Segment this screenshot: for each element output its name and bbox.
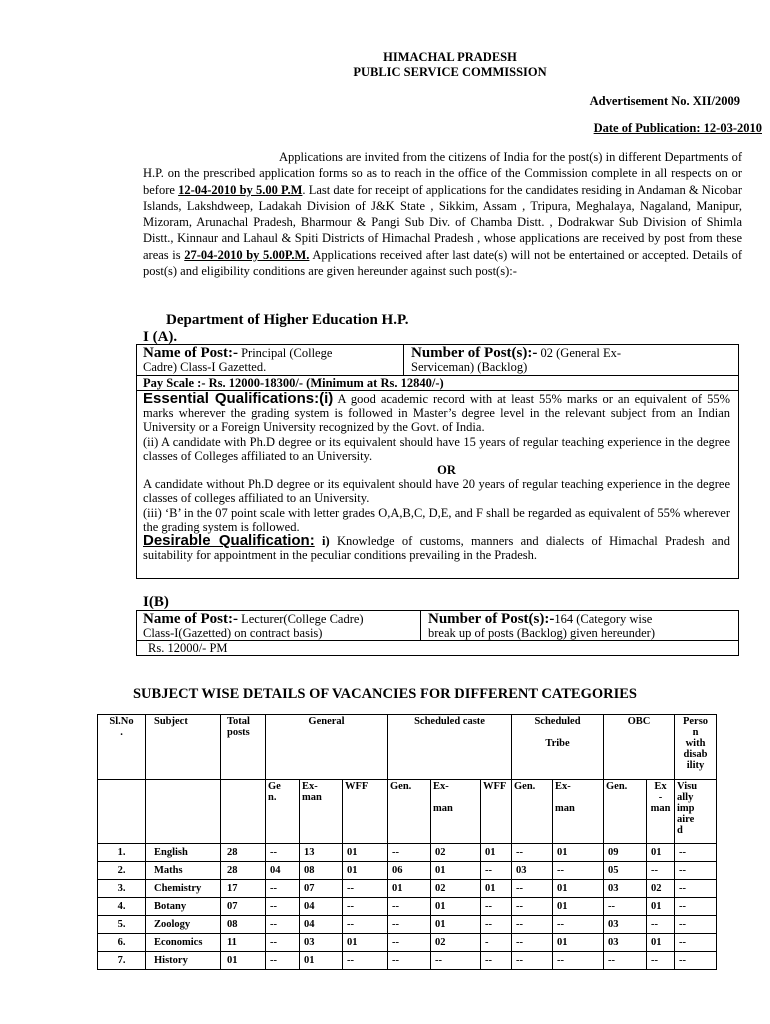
cell-gen-wff: 01 [343, 934, 388, 952]
cell-st-ex: -- [553, 862, 604, 880]
cell-st-gen: -- [512, 916, 553, 934]
vacancy-table-body [98, 844, 717, 970]
section-ib-label: I(B) [143, 594, 169, 610]
cell-sc-gen: -- [388, 916, 431, 934]
cell-gen-gen: 04 [266, 862, 300, 880]
vacancy-heading: SUBJECT WISE DETAILS OF VACANCIES FOR DIFFERENT CATEGORIES [132, 686, 637, 702]
essential-qualifications-label: Essential Qualifications:(i) [143, 390, 334, 407]
table-subheader-row [98, 780, 717, 844]
cell-sc-gen: -- [388, 898, 431, 916]
header-st-2: Tribe [545, 738, 570, 749]
cell-gen-gen: -- [266, 952, 300, 970]
cell-subject: Zoology [146, 916, 221, 934]
cell-st-ex: 01 [553, 898, 604, 916]
table-row [98, 898, 717, 916]
sub-obc-ex-3: man [650, 803, 671, 814]
cell-subject: History [146, 952, 221, 970]
sub-pwd-1: Visu [677, 781, 698, 792]
cell-st-gen: 03 [512, 862, 553, 880]
table-header-row [98, 715, 717, 780]
cell-gen-ex: 04 [300, 898, 343, 916]
cell-total: 11 [221, 934, 266, 952]
section-ia-label: I (A). [143, 329, 178, 345]
advertisement-number: Advertisement No. XII/2009 [589, 94, 740, 108]
cell-gen-wff: -- [343, 916, 388, 934]
remote-closing-date: 27-04-2010 by 5.00P.M. [184, 247, 310, 262]
header-st-1: Scheduled [534, 716, 581, 727]
cell-st-ex: -- [553, 916, 604, 934]
header-pwd [675, 715, 717, 780]
sub-sc-ex-2: man [433, 803, 453, 814]
cell-total: 28 [221, 862, 266, 880]
cell-total: 08 [221, 916, 266, 934]
cell-sc-gen: -- [388, 952, 431, 970]
sub-obc-ex-2: - [658, 792, 663, 803]
ib-number-value: 164 (Category wise [554, 612, 653, 626]
cell-subject: English [146, 844, 221, 862]
cell-total: 07 [221, 898, 266, 916]
cell-sc-gen: 01 [388, 880, 431, 898]
cell-gen-ex: 07 [300, 880, 343, 898]
cell-obc-ex: -- [647, 952, 675, 970]
divider [420, 610, 421, 641]
cell-gen-ex: 13 [300, 844, 343, 862]
sub-pwd [675, 780, 717, 844]
h-pwd-3: with [685, 738, 706, 749]
cell-sc-gen: -- [388, 934, 431, 952]
cell-gen-ex: 08 [300, 862, 343, 880]
intro-paragraph [143, 149, 742, 279]
cell-gen-gen: -- [266, 880, 300, 898]
cell-obc-ex: -- [647, 916, 675, 934]
cell-pwd: -- [675, 844, 717, 862]
cell-sc-ex: 01 [431, 898, 481, 916]
cell-st-ex: -- [553, 952, 604, 970]
cell-gen-gen: -- [266, 934, 300, 952]
cell-obc-gen: 05 [604, 862, 647, 880]
ib-name-of-post-value: Lecturer(College Cadre) [237, 612, 364, 626]
cell-st-gen: -- [512, 898, 553, 916]
sub-gen-ex-1: Ex- [302, 781, 318, 792]
cell-slno: 5. [98, 916, 146, 934]
ia-pay-scale: Pay Scale :- Rs. 12000-18300/- (Minimum at Rs. 12840/-) [143, 376, 444, 390]
cell-gen-ex: 01 [300, 952, 343, 970]
cell-sc-ex: 02 [431, 844, 481, 862]
ib-pay: Rs. 12000/- PM [148, 641, 228, 655]
cell-pwd: -- [675, 934, 717, 952]
cell-gen-wff: 01 [343, 862, 388, 880]
divider [403, 344, 404, 376]
cell-subject: Botany [146, 898, 221, 916]
cell-obc-ex: 01 [647, 934, 675, 952]
cell-slno: 3. [98, 880, 146, 898]
ia-name-of-post-value: Principal (College [237, 346, 333, 360]
cell-total: 28 [221, 844, 266, 862]
sub-pwd-3: imp [677, 803, 695, 814]
cell-sc-wff: 01 [481, 880, 512, 898]
header-slno-dot: . [120, 727, 123, 738]
cell-gen-ex: 03 [300, 934, 343, 952]
h-pwd-2: n [692, 727, 699, 738]
cell-obc-gen: 03 [604, 916, 647, 934]
sub-st-ex-2: man [555, 803, 575, 814]
table-row [98, 880, 717, 898]
cell-sc-gen: 06 [388, 862, 431, 880]
commission-name: PUBLIC SERVICE COMMISSION [353, 65, 547, 79]
ia-name-of-post-value-2: Cadre) Class-I Gazetted. [143, 360, 267, 374]
cell-gen-gen: -- [266, 916, 300, 934]
sub-sc-ex-1: Ex- [433, 781, 449, 792]
intro-text-3: Applications received after last date(s) will not be entertained or accepted. Details of post(s) and eligibility conditions are given hereunder against such post(s):- [143, 247, 742, 279]
cell-sc-ex: 02 [431, 934, 481, 952]
sub-st-ex [553, 780, 604, 844]
ib-name-of-post-value-2: Class-I(Gazetted) on contract basis) [143, 626, 323, 640]
ib-number-value-2: break up of posts (Backlog) given hereunder) [428, 626, 656, 640]
dq-text: Knowledge of customs, manners and dialects of Himachal Pradesh and suitability for appointment in the peculiar conditions prevailing in the Pradesh. [143, 534, 730, 563]
table-row [98, 916, 717, 934]
sub-obc-ex-1: Ex [654, 781, 667, 792]
header-total-1: Total [227, 716, 250, 727]
cell-total: 17 [221, 880, 266, 898]
cell-pwd: -- [675, 880, 717, 898]
table-row [98, 862, 717, 880]
sub-st-ex-1: Ex- [555, 781, 571, 792]
sub-pwd-2: ally [677, 792, 694, 803]
header-total [221, 715, 266, 780]
sub-empty [98, 780, 146, 844]
cell-slno: 7. [98, 952, 146, 970]
date-of-publication: Date of Publication: 12-03-2010 [593, 121, 762, 135]
sub-gen-wff: WFF [343, 780, 388, 844]
sub-sc-wff: WFF [481, 780, 512, 844]
department-heading: Department of Higher Education H.P. [166, 312, 409, 328]
header-sc: Scheduled caste [388, 715, 512, 780]
cell-st-gen: -- [512, 880, 553, 898]
cell-subject: Chemistry [146, 880, 221, 898]
intro-text-2: . Last date for receipt of applications for the candidates residing in Andaman & Nicobar Islands, Lakshdweep, Ladakah Division of J&K State , Sikkim, Assam , Tripura, Meghalaya, Nagaland, Manipur, Mizoram, Arunachal Pradesh, Bharmour & Pangi Sub Div. of Chamba Distt. , Dodrakwar Sub Division of Shimla Distt., Kinnaur and Lahaul & Spiti Districts of Himachal Pradesh , whose applications are received by post from these areas is [143, 182, 743, 262]
sub-gen-ex [300, 780, 343, 844]
ib-number-label: Number of Post(s):- [428, 611, 555, 627]
sub-sc-ex [431, 780, 481, 844]
cell-sc-wff: -- [481, 916, 512, 934]
table-row [98, 934, 717, 952]
sub-gen-ex-2: man [302, 792, 322, 803]
cell-sc-ex: -- [431, 952, 481, 970]
h-pwd-1: Perso [682, 716, 709, 727]
cell-obc-ex: 02 [647, 880, 675, 898]
cell-pwd: -- [675, 898, 717, 916]
cell-total: 01 [221, 952, 266, 970]
cell-sc-wff: -- [481, 898, 512, 916]
eq-ii: (ii) A candidate with Ph.D degree or its equivalent should have 15 years of regular teaching experience in the degree classes of Colleges affiliated to an University. [143, 434, 730, 463]
h-pwd-5: ility [686, 760, 705, 771]
sub-st-gen: Gen. [512, 780, 553, 844]
header-general: General [266, 715, 388, 780]
cell-st-gen: -- [512, 934, 553, 952]
cell-subject: Economics [146, 934, 221, 952]
ia-number-value: 02 (General Ex- [537, 346, 622, 360]
header-subject: Subject [146, 715, 221, 780]
cell-obc-gen: -- [604, 952, 647, 970]
ib-name-of-post [143, 612, 418, 640]
ia-qualifications [143, 392, 730, 562]
ib-name-of-post-label: Name of Post:- [143, 611, 238, 627]
eq-alternative: A candidate without Ph.D degree or its equivalent should have 20 years of regular teaching experience in the degree classes of colleges affiliated to an University. [143, 477, 730, 506]
header-slno [98, 715, 146, 780]
cell-gen-gen: -- [266, 898, 300, 916]
h-pwd-4: disab [683, 749, 708, 760]
sub-pwd-4: aire [677, 814, 695, 825]
cell-gen-wff: -- [343, 880, 388, 898]
commission-state: HIMACHAL PRADESH [383, 50, 517, 64]
cell-slno: 1. [98, 844, 146, 862]
cell-gen-ex: 04 [300, 916, 343, 934]
sub-sc-gen: Gen. [388, 780, 431, 844]
vacancy-table [97, 714, 717, 970]
cell-sc-wff: -- [481, 952, 512, 970]
closing-date: 12-04-2010 by 5.00 P.M [178, 182, 303, 197]
cell-st-ex: 01 [553, 880, 604, 898]
intro-text-1: Applications are invited from the citizens of India for the post(s) in different Departments of H.P. on the prescribed application forms so as to reach in the office of the Commission complete in all respects on or before [143, 150, 742, 197]
ia-name-of-post-label: Name of Post:- [143, 345, 238, 361]
cell-gen-wff: -- [343, 898, 388, 916]
cell-sc-wff: - [481, 934, 512, 952]
sub-obc-gen: Gen. [604, 780, 647, 844]
eq-or: OR [437, 463, 456, 478]
sub-gen-gen [266, 780, 300, 844]
cell-gen-wff: -- [343, 952, 388, 970]
cell-gen-wff: 01 [343, 844, 388, 862]
cell-pwd: -- [675, 916, 717, 934]
cell-st-ex: 01 [553, 934, 604, 952]
cell-sc-ex: 02 [431, 880, 481, 898]
header-slno-text: Sl.No [109, 716, 134, 727]
table-row [98, 952, 717, 970]
dq-i: i) [314, 534, 330, 549]
header-st [512, 715, 604, 780]
cell-obc-gen: 03 [604, 934, 647, 952]
cell-obc-ex: 01 [647, 898, 675, 916]
sub-obc-ex [647, 780, 675, 844]
cell-gen-gen: -- [266, 844, 300, 862]
cell-st-gen: -- [512, 952, 553, 970]
cell-sc-gen: -- [388, 844, 431, 862]
cell-slno: 2. [98, 862, 146, 880]
cell-sc-wff: -- [481, 862, 512, 880]
sub-empty [146, 780, 221, 844]
cell-obc-gen: -- [604, 898, 647, 916]
desirable-qualification-label: Desirable Qualification: [143, 532, 315, 550]
ia-number-value-2: Serviceman) (Backlog) [411, 360, 528, 374]
cell-obc-ex: 01 [647, 844, 675, 862]
cell-st-ex: 01 [553, 844, 604, 862]
cell-obc-ex: -- [647, 862, 675, 880]
sub-empty [221, 780, 266, 844]
cell-pwd: -- [675, 952, 717, 970]
eq-i: A good academic record with at least 55% marks or an equivalent of 55% marks wherever the grading system is followed in Master’s degree level in the relevant subject from an Indian University or a Foreign University recognized by the Govt. of India. [143, 392, 730, 435]
cell-obc-gen: 03 [604, 880, 647, 898]
table-row [98, 844, 717, 862]
eq-iii: (iii) ‘B’ in the 07 point scale with letter grades O,A,B,C, D,E, and F shall be regarded as equivalent of 55% wherever the grading system is followed. [143, 505, 730, 534]
cell-obc-gen: 09 [604, 844, 647, 862]
cell-pwd: -- [675, 862, 717, 880]
cell-sc-wff: 01 [481, 844, 512, 862]
cell-st-gen: -- [512, 844, 553, 862]
sub-pwd-5: d [677, 825, 683, 836]
sub-gen-gen-1: Ge [268, 781, 281, 792]
header-total-2: posts [227, 727, 250, 738]
ia-name-of-post [143, 346, 401, 374]
cell-subject: Maths [146, 862, 221, 880]
ia-number-label: Number of Post(s):- [411, 345, 538, 361]
ib-number-of-posts [428, 612, 736, 640]
sub-gen-gen-2: n. [268, 792, 277, 803]
cell-slno: 6. [98, 934, 146, 952]
cell-sc-ex: 01 [431, 916, 481, 934]
ia-number-of-posts [411, 346, 736, 374]
cell-slno: 4. [98, 898, 146, 916]
header-obc: OBC [604, 715, 675, 780]
cell-sc-ex: 01 [431, 862, 481, 880]
